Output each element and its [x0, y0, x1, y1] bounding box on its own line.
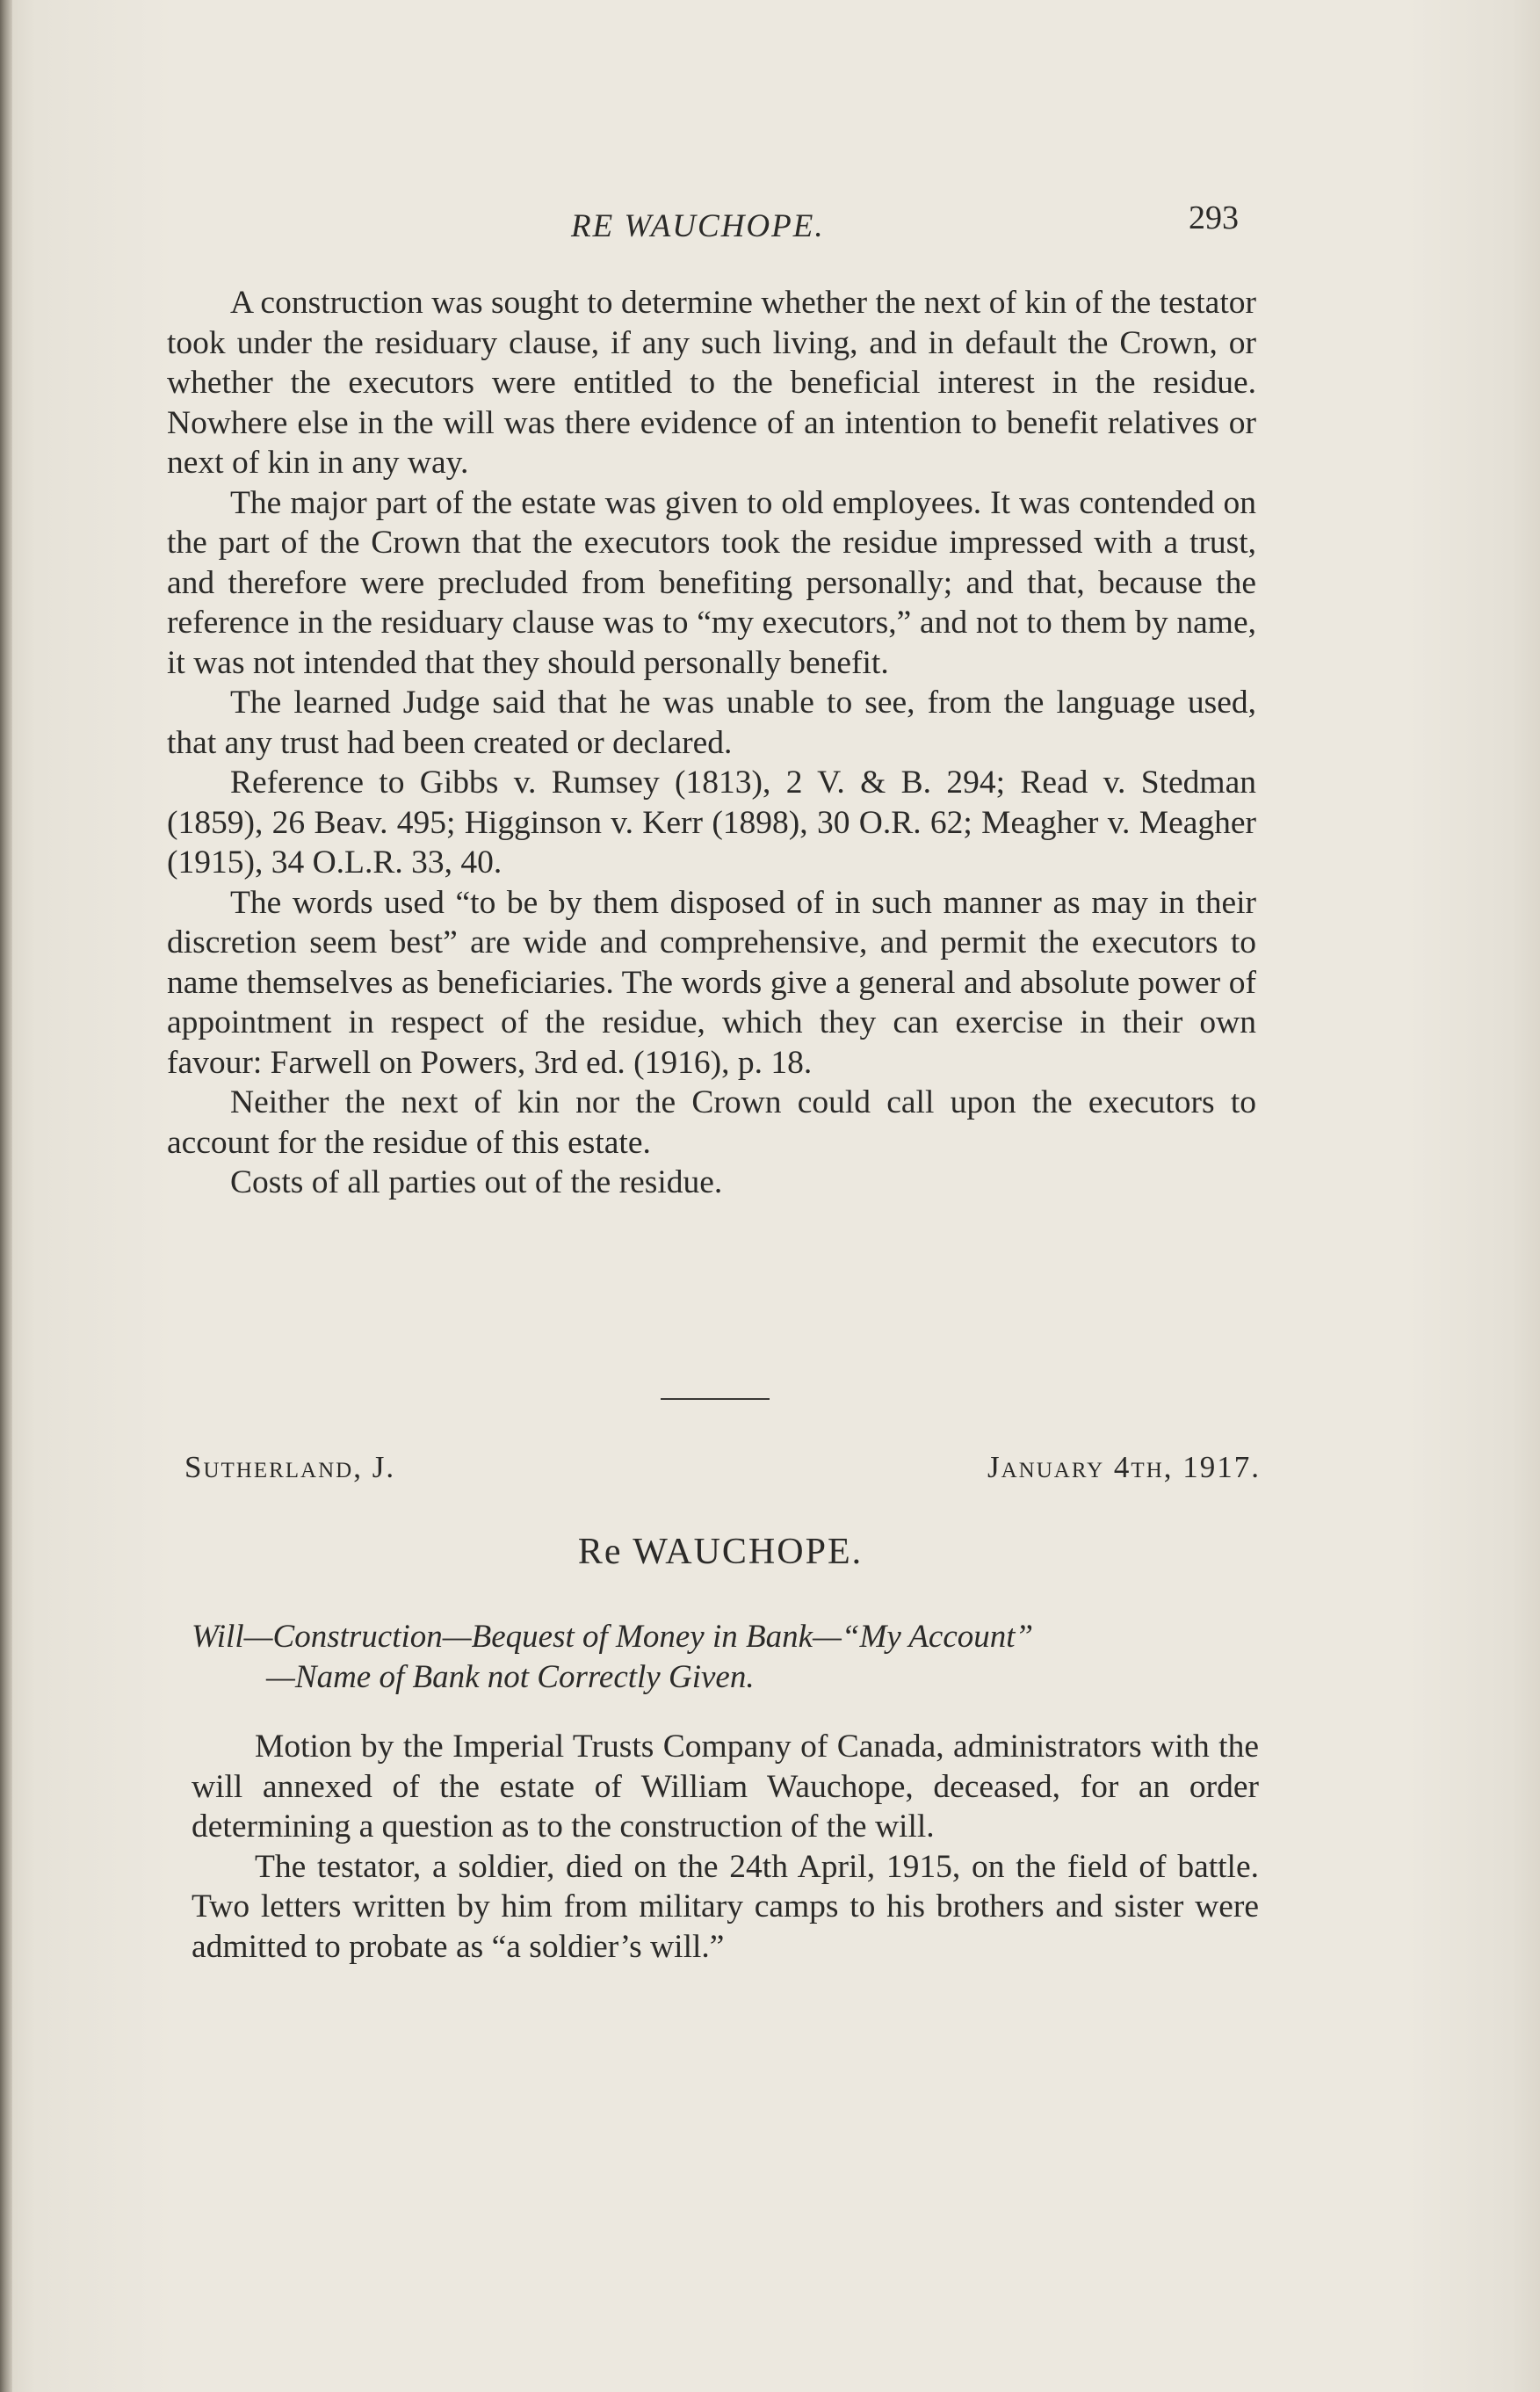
paragraph-testator-soldier: The testator, a soldier, died on the 24th April, 1915, on the field of battle. Two letters written by him from military camps to his brothers and sister were admitted to probate as “a soldier’s will.” — [192, 1848, 1259, 1965]
paragraph-references: Reference to Gibbs v. Rumsey (1813), 2 V. & B. 294; Read v. Stedman (1859), 26 Beav. 495; Higginson v. Kerr (1898), 30 O.R. 62; Meagher v. Meagher (1915), 34 O.L.R. 33, 40. — [167, 765, 1256, 881]
running-head — [167, 199, 1247, 251]
judge-name: Sutherland, J. — [184, 1450, 396, 1484]
headnote — [192, 1617, 1263, 1698]
running-title: RE WAUCHOPE. — [571, 208, 825, 244]
paragraph-next-of-kin: Neither the next of kin nor the Crown could call upon the executors to account for the residue of this estate. — [167, 1084, 1256, 1161]
case-header-line — [184, 1450, 1261, 1494]
lower-text-block — [192, 1727, 1259, 1967]
paragraph-construction-sought: A construction was sought to determine whether the next of kin of the testator took under the residuary clause, if any such living, and in default the Crown, or whether the executors were entitled to the beneficial interest in the residue. Nowhere else in the will was there evidence of an intention to benefit relatives or next of kin in any way. — [167, 285, 1256, 481]
upper-text-block — [167, 283, 1256, 1203]
decision-date: January 4th, 1917. — [987, 1450, 1261, 1484]
page-binding-edge — [0, 0, 12, 2392]
page-number: 293 — [1189, 199, 1239, 236]
paragraph-learned-judge: The learned Judge said that he was unable to see, from the language used, that any trust had been created or declared. — [167, 685, 1256, 761]
case-title: Re WAUCHOPE. — [577, 1532, 864, 1572]
headnote-line-1: Will—Construction—Bequest of Money in Bank—“My Account” — [192, 1619, 1034, 1655]
section-divider-rule — [661, 1398, 770, 1400]
paragraph-motion: Motion by the Imperial Trusts Company of Canada, administrators with the will annexed of the estate of William Wauchope, deceased, for an order determining a question as to the construction of the will. — [192, 1729, 1259, 1845]
paragraph-major-part-estate: The major part of the estate was given to old employees. It was contended on the part of the Crown that the executors took the residue impressed with a trust, and therefore were precluded from benefiting personally; and that, because the reference in the residuary clause was to “my executors,” and not to them by name, it was not intended that they should personally benefit. — [167, 484, 1256, 681]
paragraph-costs: Costs of all parties out of the residue. — [230, 1164, 723, 1200]
paragraph-words-used: The words used “to be by them disposed of in such manner as may in their discretion seem best” are wide and comprehensive, and permit the executors to name themselves as beneficiaries. The words give a general and absolute power of appointment in respect of the residue, which they can exercise in their own favour: Farwell on Powers, 3rd ed. (1916), p. 18. — [167, 884, 1256, 1081]
headnote-line-2: —Name of Bank not Correctly Given. — [266, 1659, 755, 1695]
